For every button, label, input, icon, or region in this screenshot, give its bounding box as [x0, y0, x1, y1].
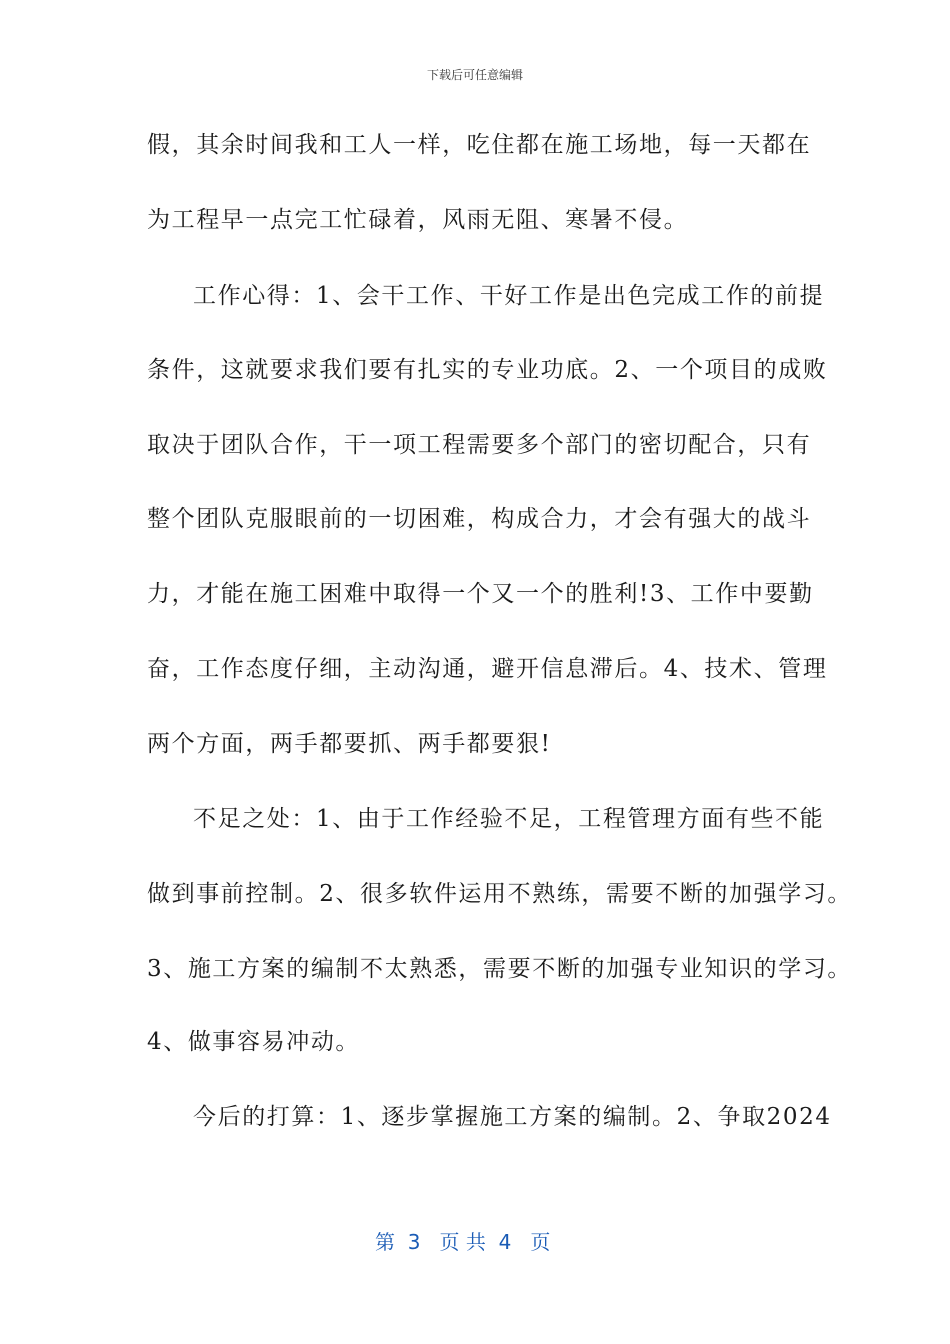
paragraph-line: 工作心得：1、会干工作、干好工作是出色完成工作的前提	[193, 283, 825, 309]
paragraph-line: 条件，这就要求我们要有扎实的专业功底。2、一个项目的成败	[147, 357, 828, 383]
paragraph-line: 不足之处：1、由于工作经验不足，工程管理方面有些不能	[193, 806, 825, 832]
paragraph-line: 整个团队克服眼前的一切困难，构成合力，才会有强大的战斗	[147, 506, 812, 532]
page-number-footer: 第 3 页 共 4 页	[375, 1230, 551, 1254]
paragraph-line: 4、做事容易冲动。	[147, 1029, 361, 1055]
paragraph-line: 假，其余时间我和工人一样，吃住都在施工场地，每一天都在	[147, 132, 812, 158]
paragraph-line: 3、施工方案的编制不太熟悉，需要不断的加强专业知识的学习。	[147, 956, 853, 982]
paragraph-line: 为工程早一点完工忙碌着，风雨无阻、寒暑不侵。	[147, 207, 689, 233]
page-header: 下载后可任意编辑	[426, 68, 523, 82]
paragraph-line: 做到事前控制。2、很多软件运用不熟练，需要不断的加强学习。	[147, 881, 853, 907]
paragraph-line: 奋，工作态度仔细，主动沟通，避开信息滞后。4、技术、管理	[147, 656, 828, 682]
paragraph-line: 力，才能在施工困难中取得一个又一个的胜利!3、工作中要勤	[147, 581, 814, 607]
paragraph-line: 两个方面，两手都要抓、两手都要狠!	[147, 731, 552, 757]
paragraph-line: 取决于团队合作，干一项工程需要多个部门的密切配合，只有	[147, 432, 812, 458]
paragraph-line: 今后的打算：1、逐步掌握施工方案的编制。2、争取2024	[193, 1104, 832, 1130]
